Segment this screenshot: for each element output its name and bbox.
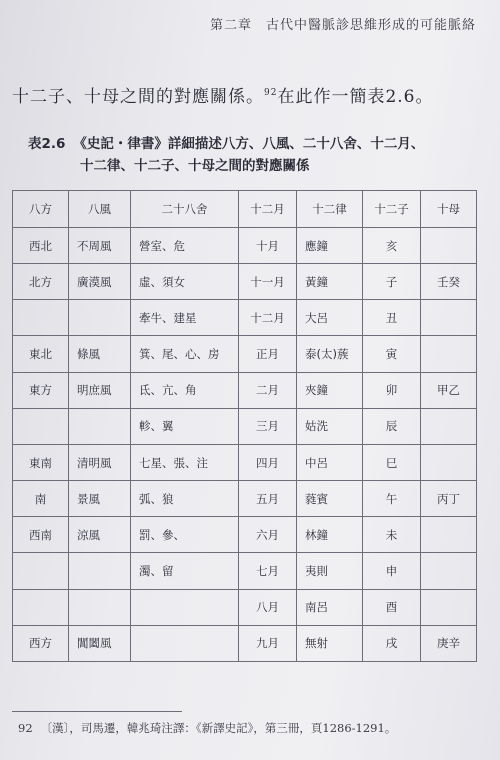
table-row xyxy=(13,517,477,553)
table-cell: 箕、尾、心、房 xyxy=(131,336,239,372)
table-cell: 卯 xyxy=(363,372,421,408)
table-cell: 西方 xyxy=(13,625,69,661)
table-cell: 黃鐘 xyxy=(297,264,363,300)
running-head: 第二章 古代中醫脈診思維形成的可能脈絡 xyxy=(209,18,476,33)
table-cell xyxy=(421,408,477,444)
table-cell: 丑 xyxy=(363,300,421,336)
table-cell: 酉 xyxy=(363,589,421,625)
column-header: 十二律 xyxy=(297,191,363,228)
table-cell: 東方 xyxy=(13,372,69,408)
body-paragraph-line xyxy=(12,82,434,107)
table-cell: 不周風 xyxy=(69,228,131,264)
table-cell xyxy=(69,300,131,336)
table-row xyxy=(13,228,477,264)
caption-line-1: 《史記・律書》詳細描述八方、八風、二十八舍、十二月、 xyxy=(73,136,425,152)
body-text-after: 在此作一簡表2.6。 xyxy=(277,87,434,107)
table-cell: 十月 xyxy=(239,228,297,264)
column-header: 十二月 xyxy=(239,191,297,228)
table-cell: 十二月 xyxy=(239,300,297,336)
table-cell: 弧、狼 xyxy=(131,481,239,517)
table-cell: 軫、翼 xyxy=(131,408,239,444)
footnote-divider xyxy=(12,711,182,712)
table-cell xyxy=(13,553,69,589)
table-cell: 牽牛、建星 xyxy=(131,300,239,336)
column-header: 二十八舍 xyxy=(131,191,239,228)
table-cell: 午 xyxy=(363,481,421,517)
table-cell: 四月 xyxy=(239,444,297,480)
table-cell: 姑洗 xyxy=(297,408,363,444)
table-cell: 營室、危 xyxy=(131,228,239,264)
table-cell xyxy=(421,228,477,264)
table-cell xyxy=(421,589,477,625)
table-cell: 條風 xyxy=(69,336,131,372)
table-cell: 九月 xyxy=(239,625,297,661)
column-header: 八風 xyxy=(69,191,131,228)
table-cell: 泰(太)蔟 xyxy=(297,336,363,372)
table-cell: 正月 xyxy=(239,336,297,372)
table-cell: 夷則 xyxy=(297,553,363,589)
table-number: 表2.6 xyxy=(28,136,66,152)
table-cell: 東南 xyxy=(13,444,69,480)
caption-line-2: 十二律、十二子、十母之間的對應關係 xyxy=(80,158,310,174)
table-body xyxy=(13,228,477,662)
table-header xyxy=(13,191,477,228)
table-cell: 夾鐘 xyxy=(297,372,363,408)
table-cell xyxy=(13,300,69,336)
table-cell: 廣漠風 xyxy=(69,264,131,300)
table-cell: 南呂 xyxy=(297,589,363,625)
table-cell: 大呂 xyxy=(297,300,363,336)
table-cell xyxy=(421,553,477,589)
table-cell xyxy=(13,408,69,444)
table-cell: 十一月 xyxy=(239,264,297,300)
table-cell: 清明風 xyxy=(69,444,131,480)
table-cell: 閶闔風 xyxy=(69,625,131,661)
table-row xyxy=(13,589,477,625)
table-row xyxy=(13,300,477,336)
table-row xyxy=(13,372,477,408)
table-cell: 丙丁 xyxy=(421,481,477,517)
table-row xyxy=(13,336,477,372)
column-header: 八方 xyxy=(13,191,69,228)
table-cell: 子 xyxy=(363,264,421,300)
footnote-number: 92 xyxy=(18,721,33,735)
table-cell xyxy=(69,553,131,589)
table-cell: 辰 xyxy=(363,408,421,444)
table-caption xyxy=(28,133,478,177)
table-cell: 戌 xyxy=(363,625,421,661)
table-cell: 二月 xyxy=(239,372,297,408)
table-cell: 中呂 xyxy=(297,444,363,480)
table-cell: 應鐘 xyxy=(297,228,363,264)
table-cell xyxy=(13,589,69,625)
table-cell: 八月 xyxy=(239,589,297,625)
table-cell xyxy=(131,625,239,661)
table-cell: 三月 xyxy=(239,408,297,444)
table-cell: 巳 xyxy=(363,444,421,480)
correspondence-table xyxy=(12,190,477,662)
footnote-text: 〔漢〕，司馬遷，韓兆琦注譯：《新譯史記》，第三冊，頁1286-1291。 xyxy=(40,721,397,735)
table-cell: 甲乙 xyxy=(421,372,477,408)
table-cell xyxy=(421,336,477,372)
table-cell xyxy=(421,300,477,336)
table-cell: 罰、參、 xyxy=(131,517,239,553)
table-cell: 五月 xyxy=(239,481,297,517)
table-cell: 六月 xyxy=(239,517,297,553)
table-cell: 庚辛 xyxy=(421,625,477,661)
column-header: 十母 xyxy=(421,191,477,228)
table-cell xyxy=(69,589,131,625)
table-cell: 虛、須女 xyxy=(131,264,239,300)
table-cell: 申 xyxy=(363,553,421,589)
table-cell: 西北 xyxy=(13,228,69,264)
table-cell xyxy=(421,517,477,553)
table-row xyxy=(13,553,477,589)
table-row xyxy=(13,264,477,300)
table-cell: 未 xyxy=(363,517,421,553)
table-cell: 南 xyxy=(13,481,69,517)
table-cell: 七月 xyxy=(239,553,297,589)
table-cell: 涼風 xyxy=(69,517,131,553)
table-cell xyxy=(421,444,477,480)
table-row xyxy=(13,625,477,661)
table-cell: 景風 xyxy=(69,481,131,517)
footnote xyxy=(18,720,396,736)
table-cell: 亥 xyxy=(363,228,421,264)
table-cell: 氐、亢、角 xyxy=(131,372,239,408)
table-row xyxy=(13,408,477,444)
table-cell: 壬癸 xyxy=(421,264,477,300)
table-cell: 濁、留 xyxy=(131,553,239,589)
table-row xyxy=(13,481,477,517)
table-cell: 北方 xyxy=(13,264,69,300)
table-cell: 蕤賓 xyxy=(297,481,363,517)
table-cell: 無射 xyxy=(297,625,363,661)
footnote-ref[interactable]: 92 xyxy=(264,88,278,98)
column-header: 十二子 xyxy=(363,191,421,228)
body-text: 十二子、十母之間的對應關係。 xyxy=(12,87,264,107)
table-cell xyxy=(131,589,239,625)
table-row xyxy=(13,444,477,480)
table-cell xyxy=(69,408,131,444)
table-cell: 明庶風 xyxy=(69,372,131,408)
table-cell: 寅 xyxy=(363,336,421,372)
table-cell: 西南 xyxy=(13,517,69,553)
table-cell: 東北 xyxy=(13,336,69,372)
table-cell: 七星、張、注 xyxy=(131,444,239,480)
table-cell: 林鐘 xyxy=(297,517,363,553)
